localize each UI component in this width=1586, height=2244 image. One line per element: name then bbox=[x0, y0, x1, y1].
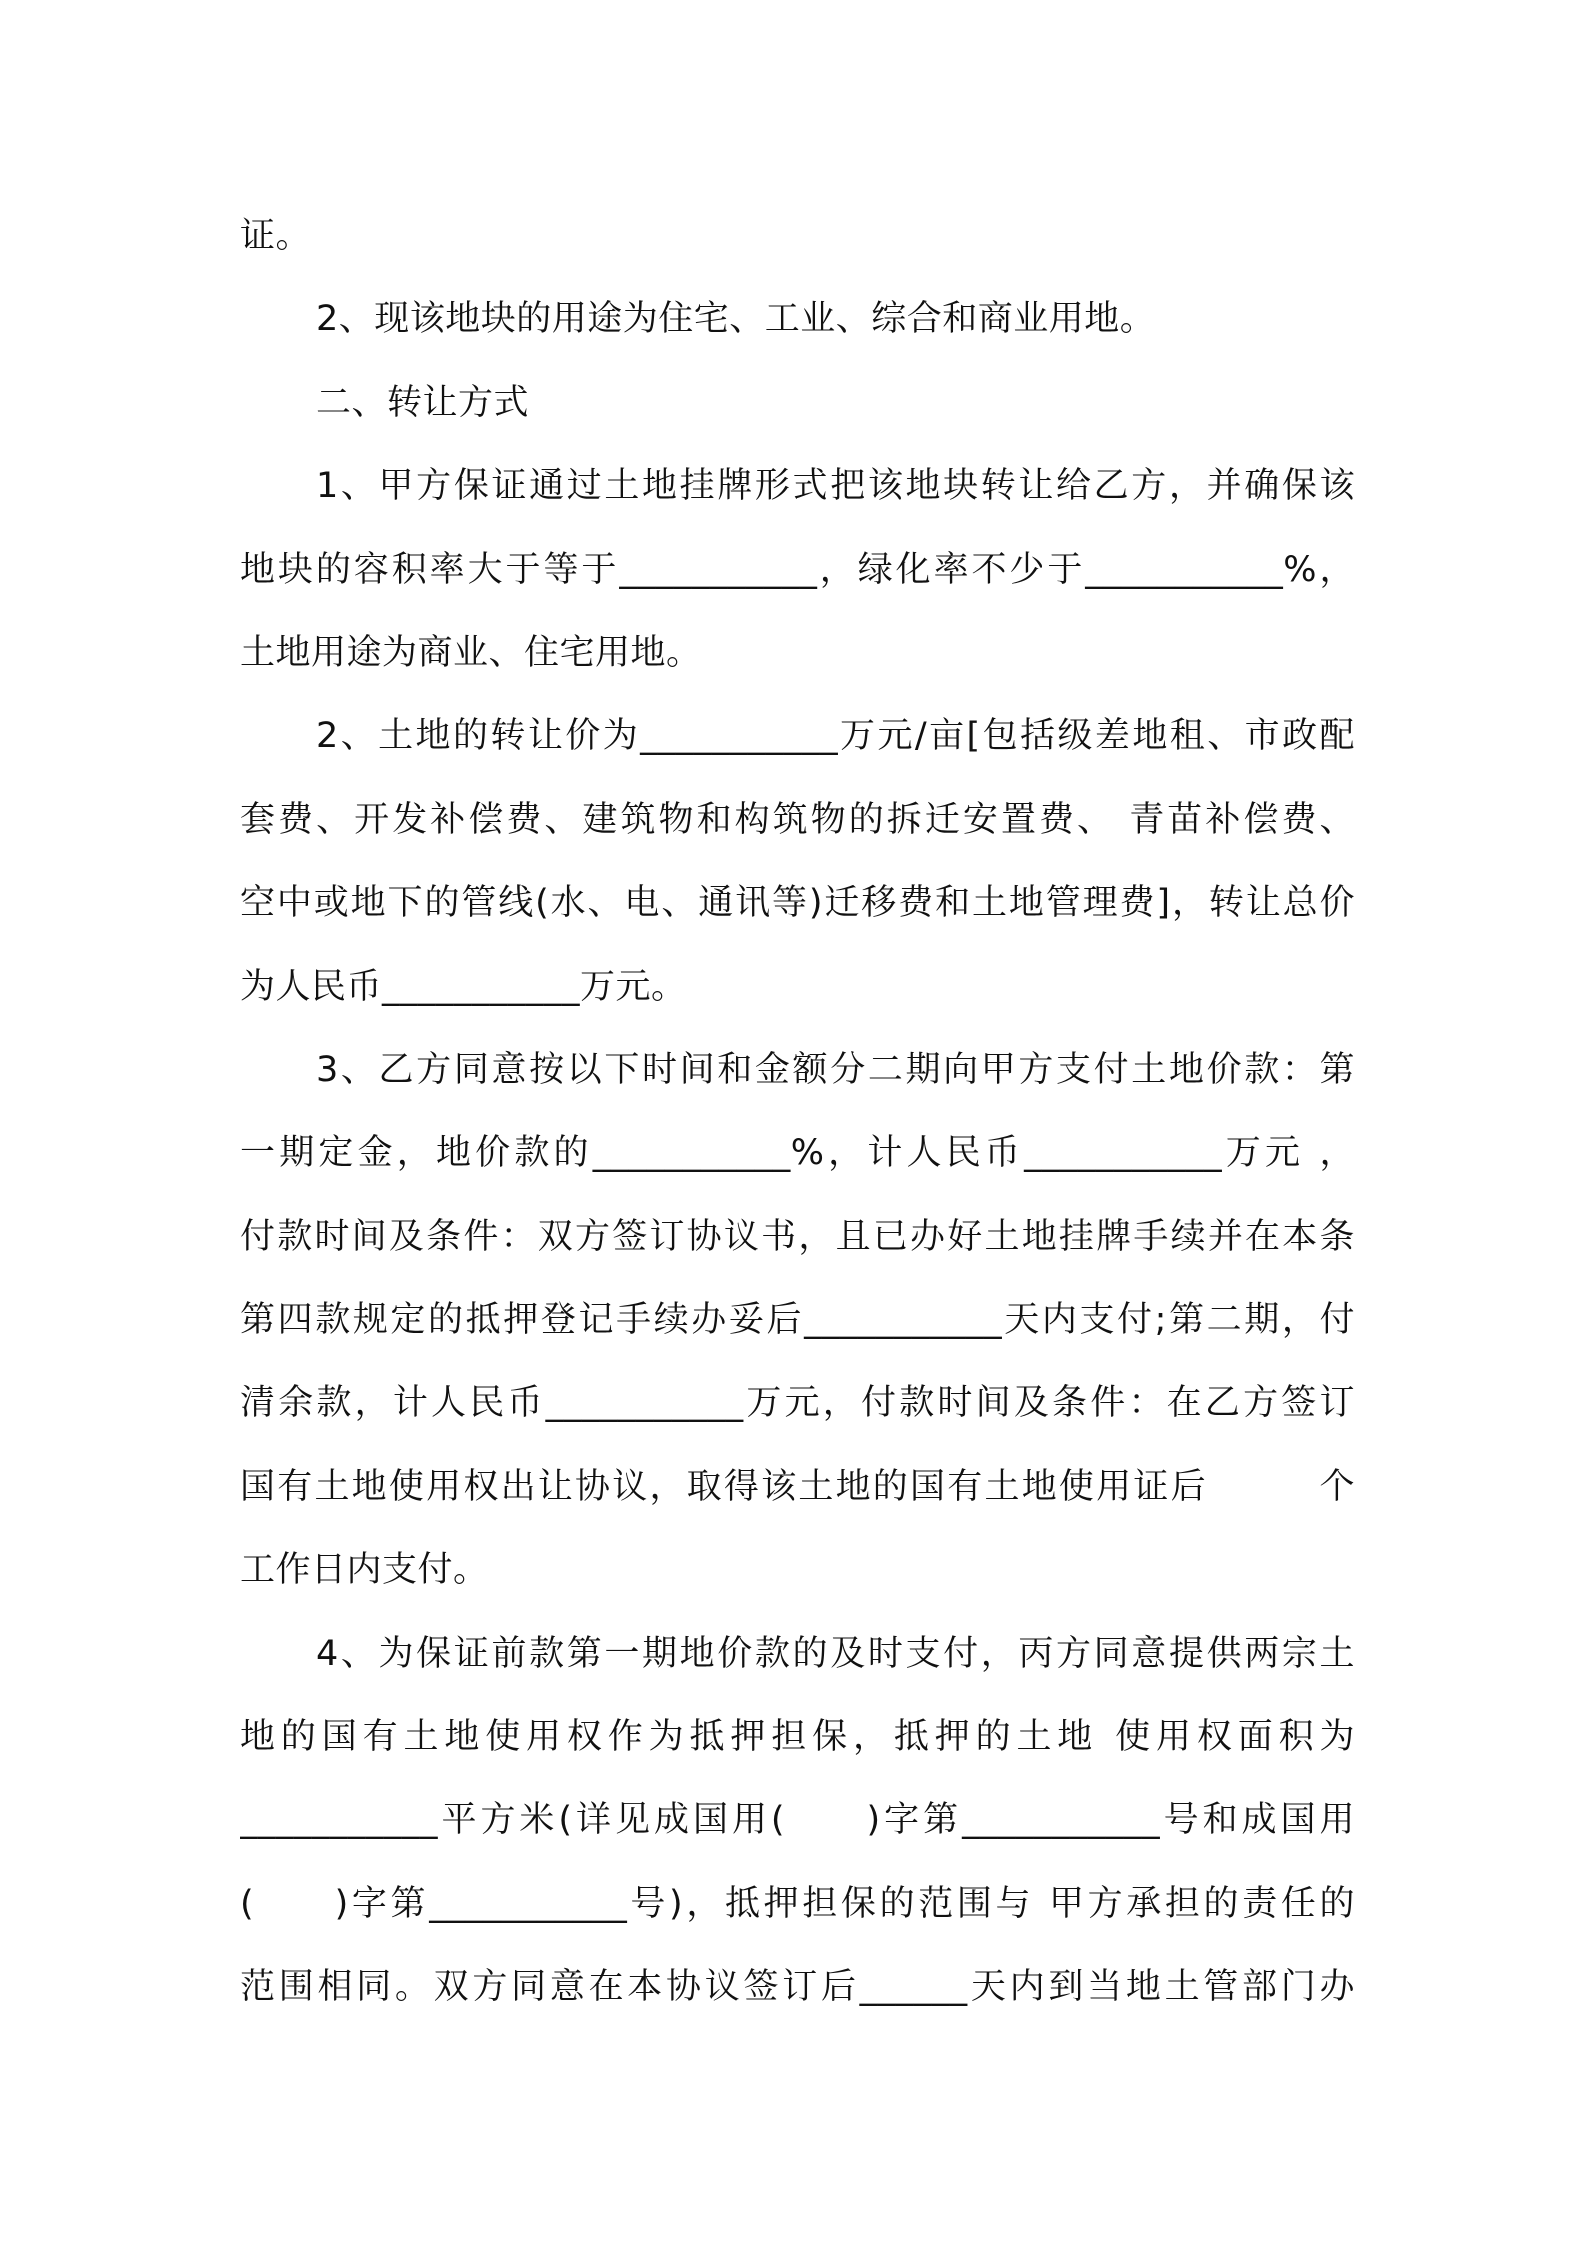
line-14: 第四款规定的抵押登记手续办妥后___________天内支付;第二期，付 bbox=[240, 1300, 1355, 1341]
line-4: 1、甲方保证通过土地挂牌形式把该地块转让给乙方，并确保该 bbox=[316, 466, 1355, 507]
line-17: 工作日内支付。 bbox=[240, 1550, 489, 1591]
line-7: 2、土地的转让价为___________万元/亩[包括级差地租、市政配 bbox=[316, 716, 1355, 757]
document-body bbox=[240, 195, 1355, 2030]
line-5: 地块的容积率大于等于___________，绿化率不少于___________%， bbox=[240, 549, 1355, 590]
line-15: 清余款，计人民币___________万元，付款时间及条件：在乙方签订 bbox=[240, 1383, 1355, 1424]
section-heading-transfer-method: 二、转让方式 bbox=[316, 382, 530, 423]
line-11: 3、乙方同意按以下时间和金额分二期向甲方支付土地价款：第 bbox=[316, 1049, 1355, 1090]
line-22: 范围相同。双方同意在本协议签订后______天内到当地土管部门办 bbox=[240, 1967, 1355, 2008]
line-12: 一期定金，地价款的___________%，计人民币___________万元 ， bbox=[240, 1133, 1355, 1174]
line-21: ( )字第___________号)，抵押担保的范围与 甲方承担的责任的 bbox=[240, 1883, 1355, 1924]
line-1: 证。 bbox=[240, 216, 312, 256]
line-10: 为人民币___________万元。 bbox=[240, 966, 687, 1007]
line-16: 国有土地使用权出让协议，取得该土地的国有土地使用证后 个 bbox=[240, 1466, 1355, 1507]
line-9: 空中或地下的管线(水、电、通讯等)迁移费和土地管理费]，转让总价 bbox=[240, 883, 1355, 924]
line-2: 2、现该地块的用途为住宅、工业、综合和商业用地。 bbox=[316, 299, 1156, 340]
line-6: 土地用途为商业、住宅用地。 bbox=[240, 632, 702, 673]
line-20: ___________平方米(详见成国用( )字第___________号和成国用 bbox=[240, 1800, 1355, 1841]
line-19: 地的国有土地使用权作为抵押担保，抵押的土地 使用权面积为 bbox=[240, 1717, 1355, 1758]
line-13: 付款时间及条件：双方签订协议书，且已办好土地挂牌手续并在本条 bbox=[240, 1216, 1355, 1257]
line-18: 4、为保证前款第一期地价款的及时支付，丙方同意提供两宗土 bbox=[316, 1633, 1355, 1674]
line-8: 套费、开发补偿费、建筑物和构筑物的拆迁安置费、 青苗补偿费、 bbox=[240, 799, 1355, 840]
